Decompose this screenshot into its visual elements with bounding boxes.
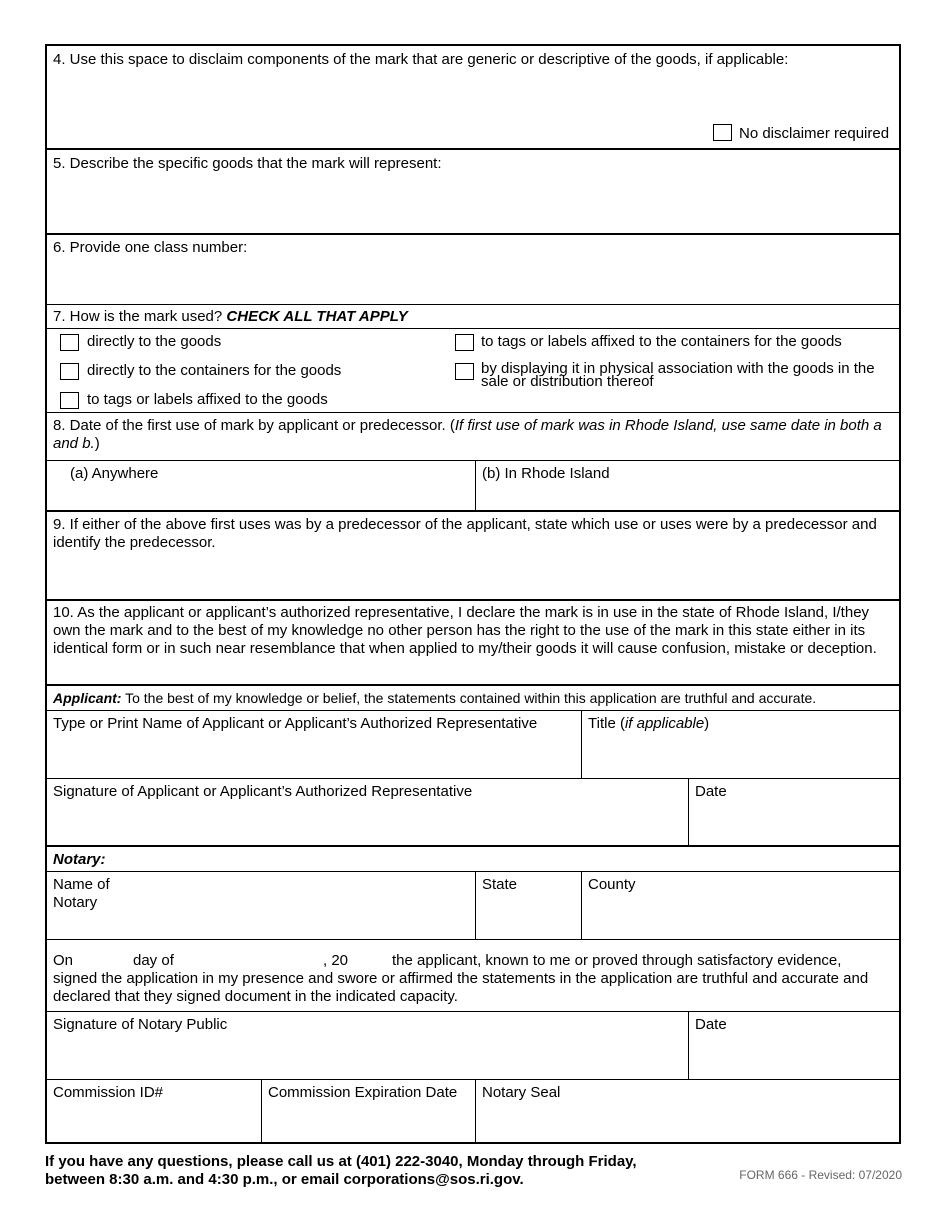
notary-name-row bbox=[47, 872, 899, 940]
applicant-name-label: Type or Print Name of Applicant or Applicant’s Authorized Representative bbox=[53, 715, 538, 732]
notary-date-label: Date bbox=[695, 1016, 727, 1033]
notary-on: On bbox=[53, 952, 74, 969]
notary-year: , 20 bbox=[323, 952, 349, 969]
usage-label-display: by displaying it in physical association with the goods in the sale or distribution thereof bbox=[481, 360, 875, 390]
trademark-application-form bbox=[45, 44, 901, 1144]
q5-label: 5. Describe the specific goods that the mark will represent: bbox=[53, 155, 442, 172]
notary-seal-cell[interactable] bbox=[475, 1080, 899, 1143]
notary-county-cell[interactable] bbox=[581, 872, 899, 939]
usage-checkbox-goods[interactable] bbox=[60, 334, 79, 351]
section-10-declaration bbox=[47, 601, 899, 686]
commission-row bbox=[47, 1080, 899, 1143]
q7-emphasis: CHECK ALL THAT APPLY bbox=[226, 308, 408, 325]
usage-checkbox-tags-goods[interactable] bbox=[60, 392, 79, 409]
no-disclaimer-label: No disclaimer required bbox=[739, 125, 890, 142]
section-8-first-use bbox=[47, 413, 899, 461]
usage-label-containers: directly to the containers for the goods bbox=[87, 362, 342, 379]
applicant-title-label: Title (if applicable) bbox=[588, 715, 710, 732]
notary-date-cell[interactable] bbox=[688, 1012, 899, 1079]
applicant-signature-row bbox=[47, 779, 899, 847]
section-6-class bbox=[47, 235, 899, 305]
applicant-date-cell[interactable] bbox=[688, 779, 899, 845]
usage-label-goods: directly to the goods bbox=[87, 333, 222, 350]
commission-id-label: Commission ID# bbox=[53, 1084, 164, 1101]
q7-label: 7. How is the mark used? CHECK ALL THAT APPLY bbox=[53, 308, 408, 325]
q7-header bbox=[47, 305, 899, 329]
first-use-ri-label: (b) In Rhode Island bbox=[482, 465, 610, 482]
applicant-date-label: Date bbox=[695, 783, 727, 800]
applicant-statement bbox=[47, 686, 899, 711]
notary-heading-row bbox=[47, 847, 899, 872]
applicant-title-cell[interactable] bbox=[581, 711, 899, 778]
notary-state-label: State bbox=[482, 876, 518, 893]
notary-heading: Notary: bbox=[53, 851, 106, 868]
notary-day-of: day of bbox=[133, 952, 174, 969]
applicant-signature-label: Signature of Applicant or Applicant’s Authorized Representative bbox=[53, 783, 473, 800]
footer-line-2: between 8:30 a.m. and 4:30 p.m., or email corporations@sos.ri.gov. bbox=[45, 1171, 524, 1188]
notary-signature-label: Signature of Notary Public bbox=[53, 1016, 228, 1033]
q8-label: 8. Date of the first use of mark by applicant or predecessor. (If first use of mark was in Rhode Island, use same date in both a and b.) bbox=[53, 417, 882, 452]
applicant-name-row bbox=[47, 711, 899, 779]
applicant-statement-text: Applicant: To the best of my knowledge or belief, the statements contained within this application are truthful and accurate. bbox=[53, 690, 817, 706]
commission-exp-cell[interactable] bbox=[261, 1080, 476, 1143]
section-4-disclaimer bbox=[47, 46, 899, 150]
footer-line-1: If you have any questions, please call us at (401) 222-3040, Monday through Friday, bbox=[45, 1153, 637, 1170]
usage-checkbox-tags-containers[interactable] bbox=[455, 334, 474, 351]
notary-statement-row bbox=[47, 940, 899, 1012]
usage-label-tags-goods: to tags or labels affixed to the goods bbox=[87, 391, 328, 408]
section-7-usage bbox=[47, 305, 899, 413]
notary-statement-1: the applicant, known to me or proved through satisfactory evidence, bbox=[392, 952, 842, 969]
usage-checkbox-display[interactable] bbox=[455, 363, 474, 380]
section-5-goods bbox=[47, 150, 899, 235]
q10-label: 10. As the applicant or applicant’s authorized representative, I declare the mark is in use in the state of Rhode Island, I/they own the mark and to the best of my knowledge no other person has the right to the use of the mark in this state either in its identical form or in such near resemblance that when applied to my/their goods it will cause confusion, mistake or deception. bbox=[53, 604, 877, 657]
notary-county-label: County bbox=[588, 876, 636, 893]
q9-label: 9. If either of the above first uses was by a predecessor of the applicant, state which use or uses were by a predecessor and identify the predecessor. bbox=[53, 516, 877, 551]
notary-seal-label: Notary Seal bbox=[482, 1084, 561, 1101]
notary-name-label: Name of Notary bbox=[53, 876, 110, 911]
first-use-ri-cell[interactable] bbox=[475, 461, 899, 510]
usage-label-tags-containers: to tags or labels affixed to the containers for the goods bbox=[481, 333, 842, 350]
section-9-predecessor bbox=[47, 512, 899, 601]
notary-signature-row bbox=[47, 1012, 899, 1080]
notary-state-cell[interactable] bbox=[475, 872, 582, 939]
q4-label: 4. Use this space to disclaim components of the mark that are generic or descriptive of the goods, if applicable: bbox=[53, 51, 789, 68]
notary-statement-2: signed the application in my presence and swore or affirmed the statements in the application are truthful and accurate and declared that they signed document in the indicated capacity. bbox=[53, 970, 869, 1005]
section-8-dates bbox=[47, 461, 899, 512]
q6-label: 6. Provide one class number: bbox=[53, 239, 248, 256]
form-number: FORM 666 - Revised: 07/2020 bbox=[739, 1168, 902, 1182]
first-use-anywhere-label: (a) Anywhere bbox=[70, 465, 159, 482]
commission-exp-label: Commission Expiration Date bbox=[268, 1084, 458, 1101]
usage-checkbox-containers[interactable] bbox=[60, 363, 79, 380]
footer-contact bbox=[45, 1153, 637, 1189]
no-disclaimer-checkbox[interactable] bbox=[713, 124, 732, 141]
